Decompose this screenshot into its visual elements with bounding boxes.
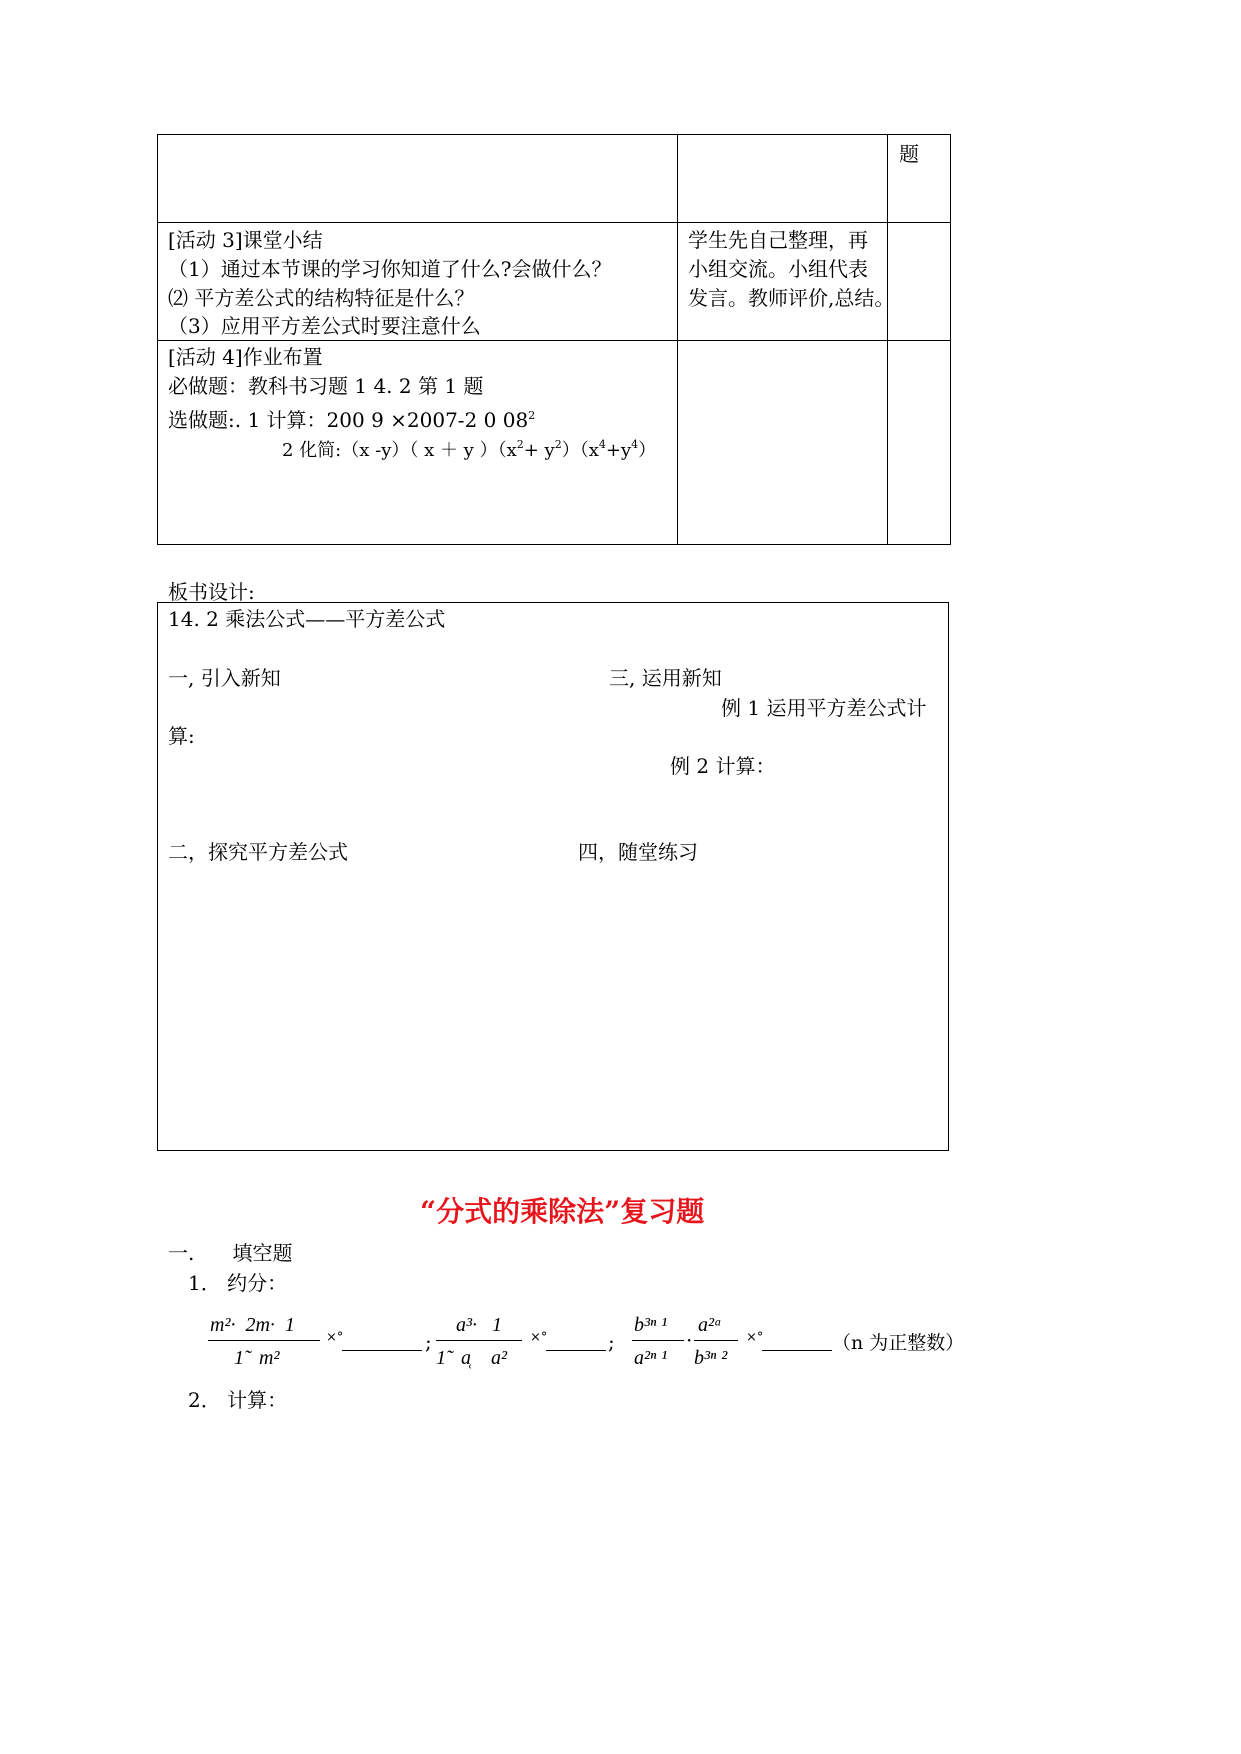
review-question-1: 1． 约分： [188, 1271, 288, 1295]
board-example-2: 例 2 计算： [670, 754, 776, 778]
review-question-2: 2． 计算： [188, 1388, 288, 1412]
board-example-1: 例 1 运用平方差公式计 [721, 696, 927, 720]
board-example-1-cont: 算: [168, 724, 195, 748]
review-title: “分式的乘除法”复习题 [420, 1195, 705, 1228]
fraction-2-numerator: a³· 1 [456, 1314, 502, 1336]
separator-1: ; [425, 1330, 432, 1354]
activity4-required: 必做题：教科书习题 1 4. 2 第 1 题 [168, 374, 484, 398]
equals-mark-2: ×° [530, 1330, 548, 1345]
equals-mark-3: ×° [746, 1330, 764, 1345]
answer-blank-2 [546, 1350, 606, 1351]
fraction-3b-denominator: b³ⁿ ² [694, 1347, 728, 1369]
activity3-heading: [活动 3]课堂小结 [168, 228, 323, 252]
activity3-student-note-2: 小组交流。小组代表 [688, 257, 868, 281]
fraction-1-denominator: 1̃ m² [234, 1347, 280, 1369]
activity4-simplify: 2 化简:（x -y）（ x ＋ y ）$(x^2+ y^2)(x^4+y^4)$ [282, 438, 657, 461]
fraction-1-numerator: m²· 2m· 1 [210, 1314, 295, 1336]
activity3-student-note-1: 学生先自己整理，再 [688, 228, 868, 252]
board-title: 14. 2 乘法公式——平方差公式 [168, 607, 446, 631]
fraction-2-denominator: 1̃ a̜ a² [436, 1347, 507, 1369]
activity3-question-3: （3）应用平方差公式时要注意什么 [168, 314, 481, 338]
separator-2: ; [608, 1330, 615, 1354]
activity4-heading: [活动 4]作业布置 [168, 345, 323, 369]
activity3-question-1: （1）通过本节课的学习你知道了什么?会做什么？ [168, 257, 612, 281]
positive-integer-note: （n 为正整数） [832, 1332, 965, 1354]
activity3-question-2: ⑵ 平方差公式的结构特征是什么？ [168, 286, 475, 310]
fraction-3a-numerator: b³ⁿ ¹ [634, 1314, 668, 1336]
table-row-divider-1 [157, 222, 951, 223]
row1-col3-text: 题 [899, 142, 919, 166]
answer-blank-1 [342, 1350, 422, 1351]
fraction-3b-bar [694, 1340, 738, 1341]
board-section-3: 三, 运用新知 [609, 666, 722, 690]
board-section-2: 二，探究平方差公式 [168, 840, 348, 864]
activity4-optional: 选做题:. 1 计算：200 9 ×2007-2 0 $08^2$ [168, 408, 536, 432]
fraction-1-bar [208, 1340, 320, 1341]
activity3-student-note-3: 发言。教师评价,总结。 [688, 286, 895, 310]
multiply-dot: · [686, 1328, 693, 1352]
equals-mark-1: ×° [326, 1330, 344, 1345]
fraction-3a-bar [632, 1340, 684, 1341]
fraction-2-bar [436, 1340, 522, 1341]
board-design-label: 板书设计: [168, 580, 255, 604]
board-section-4: 四，随堂练习 [578, 840, 698, 864]
board-section-1: 一, 引入新知 [168, 666, 281, 690]
answer-blank-3 [762, 1350, 832, 1351]
fraction-3b-numerator: a²ᵃ [698, 1314, 722, 1336]
fraction-3a-denominator: a²ⁿ ¹ [634, 1347, 668, 1369]
review-section-1: 一. 填空题 [168, 1241, 293, 1265]
